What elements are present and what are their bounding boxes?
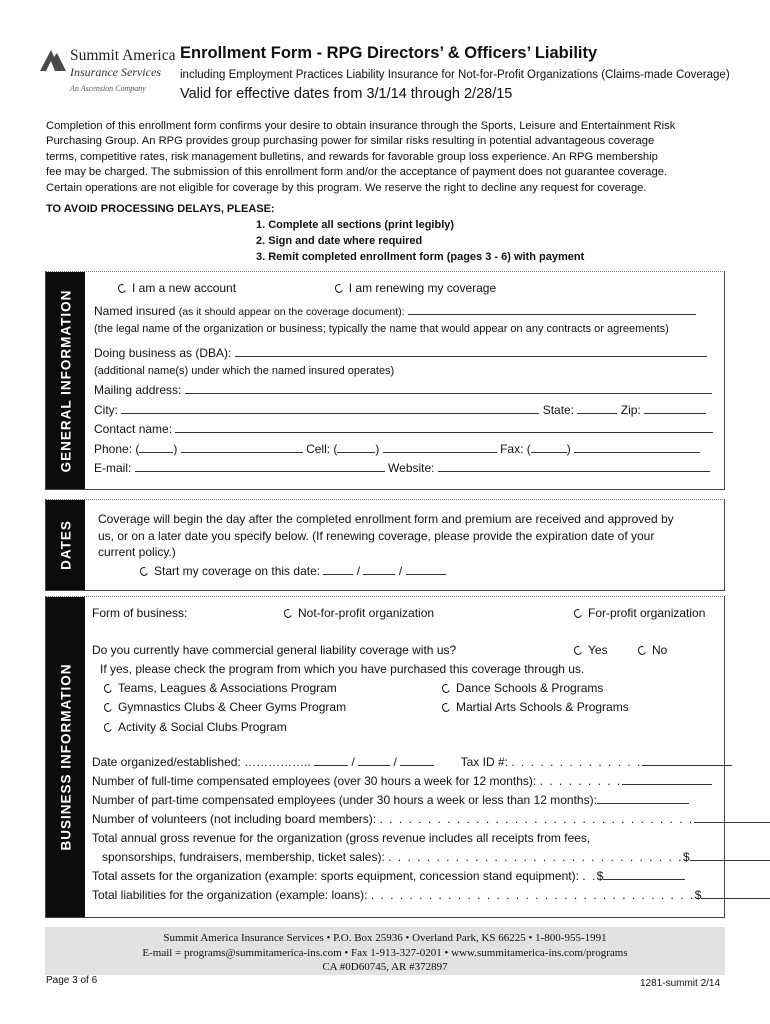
- start-year-field[interactable]: [406, 564, 446, 575]
- mailing-row: Mailing address:: [94, 383, 712, 397]
- start-day-field[interactable]: [363, 564, 395, 575]
- org-day-field[interactable]: [358, 755, 390, 766]
- not-for-profit-radio[interactable]: Not-for-profit organization: [284, 606, 434, 620]
- fulltime-row: Number of full-time compensated employees (over 30 hours a week for 12 months): . . . . . . . . .: [92, 774, 712, 788]
- liabilities-field[interactable]: [701, 888, 770, 899]
- start-date-row: Start my coverage on this date: / /: [140, 564, 446, 578]
- business-tab: BUSINESS INFORMATION: [46, 597, 85, 917]
- tax-id-field[interactable]: [642, 755, 732, 766]
- contact-field[interactable]: [175, 422, 713, 433]
- account-type-row: [118, 281, 496, 295]
- radio-circle-icon: [441, 702, 452, 713]
- contact-row: Contact name:: [94, 422, 713, 436]
- brand-sub: Insurance Services: [70, 65, 161, 79]
- assets-row: Total assets for the organization (example: sports equipment, concession stand equipment): . .$: [92, 869, 685, 883]
- intro-line: terms, competitive rates, risk management bulletins, and rewards for favorable group loss experience. An RPG membership: [46, 150, 658, 163]
- fulltime-field[interactable]: [622, 774, 712, 785]
- radio-circle-icon: [441, 683, 452, 694]
- org-month-field[interactable]: [314, 755, 348, 766]
- general-information-section: [45, 271, 725, 490]
- brand-name: Summit America: [70, 47, 176, 64]
- dates-paragraph: [98, 511, 674, 561]
- program-gymnastics-radio[interactable]: Gymnastics Clubs & Cheer Gyms Program: [104, 700, 346, 714]
- start-month-field[interactable]: [323, 564, 353, 575]
- city-row: City: State: Zip:: [94, 403, 706, 417]
- form-code: 1281-summit 2/14: [640, 978, 721, 989]
- email-field[interactable]: [135, 461, 385, 472]
- radio-circle-icon: [103, 702, 114, 713]
- website-field[interactable]: [438, 461, 710, 472]
- radio-circle-icon: [333, 283, 344, 294]
- date-organized-row: Date organized/established: …………….. / / Tax ID #: . . . . . . . . . . . . . .: [92, 755, 732, 769]
- parttime-row: Number of part-time compensated employees (under 30 hours a week or less than 12 months):: [92, 793, 689, 807]
- intro-line: fee may be charged. The submission of this enrollment form and/or the acceptance of payment does not guarantee coverage.: [46, 166, 668, 179]
- dba-note: (additional name(s) under which the named insured operates): [94, 365, 395, 377]
- radio-circle-icon: [573, 645, 584, 656]
- brand-tagline: An Ascension Company: [70, 84, 146, 93]
- dba-field[interactable]: [235, 346, 707, 357]
- footer-email-fax: E-mail = programs@summitamerica-ins.com • Fax 1-913-327-0201 • www.summitamerica-ins.com/programs: [142, 946, 628, 959]
- cgl-question: Do you currently have commercial general liability coverage with us?: [92, 643, 457, 657]
- org-year-field[interactable]: [400, 755, 434, 766]
- cell-area-field[interactable]: [337, 442, 375, 453]
- step-item: 2. Sign and date where required: [256, 235, 423, 247]
- footer-contact: [45, 927, 725, 975]
- phone-field[interactable]: [181, 442, 303, 453]
- avoid-delays-heading: TO AVOID PROCESSING DELAYS, PLEASE:: [46, 203, 275, 215]
- revenue-row: sponsorships, fundraisers, membership, ticket sales): . . . . . . . . . . . . . . . . . . . . . . . . . . . . . . .$: [102, 850, 770, 864]
- for-profit-radio[interactable]: For-profit organization: [574, 606, 705, 620]
- radio-circle-icon: [139, 566, 150, 577]
- city-field[interactable]: [121, 403, 539, 414]
- dates-line: current policy.): [98, 545, 176, 559]
- radio-circle-icon: [637, 645, 648, 656]
- step-item: 3. Remit completed enrollment form (pages 3 - 6) with payment: [256, 251, 585, 263]
- zip-field[interactable]: [644, 403, 706, 414]
- form-of-business-label: Form of business:: [92, 606, 188, 620]
- cgl-no-radio[interactable]: No: [638, 643, 667, 657]
- assets-field[interactable]: [603, 869, 685, 880]
- intro-line: Purchasing Group. An RPG provides group purchasing power for similar risks resulting in potential advantageous coverage: [46, 135, 655, 148]
- if-yes-note: If yes, please check the program from which you have purchased this coverage through us.: [100, 662, 585, 676]
- dba-row: Doing business as (DBA):: [94, 346, 707, 360]
- volunteers-field[interactable]: [694, 812, 770, 823]
- mailing-field[interactable]: [185, 383, 712, 394]
- footer-address: Summit America Insurance Services • P.O. Box 25936 • Overland Park, KS 66225 • 1-800-955-1991: [163, 932, 607, 944]
- fax-field[interactable]: [574, 442, 700, 453]
- radio-circle-icon: [103, 683, 114, 694]
- program-dance-radio[interactable]: Dance Schools & Programs: [442, 681, 603, 695]
- dates-tab: DATES: [46, 500, 85, 590]
- step-item: 1. Complete all sections (print legibly): [256, 219, 455, 231]
- footer-license: CA #0D60745, AR #372897: [322, 961, 448, 973]
- parttime-field[interactable]: [597, 793, 689, 804]
- program-martial-arts-radio[interactable]: Martial Arts Schools & Programs: [442, 700, 629, 714]
- page-number: Page 3 of 6: [46, 975, 98, 986]
- fax-area-field[interactable]: [531, 442, 567, 453]
- intro-line: Completion of this enrollment form confirms your desire to obtain insurance through the Sports, Leisure and Entertainment Risk: [46, 120, 676, 132]
- intro-paragraph: [46, 119, 736, 196]
- form-title: Enrollment Form - RPG Directors’ & Officers’ Liability: [180, 44, 598, 62]
- intro-line: Certain operations are not eligible for coverage by this program. We reserve the right to decline any request for coverage.: [46, 181, 647, 194]
- program-activity-radio[interactable]: Activity & Social Clubs Program: [104, 720, 287, 734]
- legal-name-note: (the legal name of the organization or business; typically the name that would appear on any contracts or agreements): [94, 323, 669, 335]
- renewing-radio[interactable]: I am renewing my coverage: [335, 281, 496, 295]
- email-row: E-mail: Website:: [94, 461, 710, 475]
- liabilities-row: Total liabilities for the organization (example: loans): . . . . . . . . . . . . . . . . . . . . . . . . . . . . . . . . . .$: [92, 888, 770, 902]
- radio-circle-icon: [573, 608, 584, 619]
- form-subtitle: including Employment Practices Liability Insurance for Not-for-Profit Organizations (Claims-made Coverage): [180, 69, 730, 81]
- named-insured-row: Named insured (as it should appear on the coverage document):: [94, 304, 696, 318]
- radio-circle-icon: [117, 283, 128, 294]
- program-teams-radio[interactable]: Teams, Leagues & Associations Program: [104, 681, 337, 695]
- state-field[interactable]: [577, 403, 617, 414]
- dates-section: [45, 499, 725, 591]
- volunteers-row: Number of volunteers (not including board members): . . . . . . . . . . . . . . . . . . . . . . . . . . . . . . . . .: [92, 812, 770, 826]
- mountain-logo-icon: [40, 49, 66, 71]
- phone-area-field[interactable]: [139, 442, 173, 453]
- valid-dates: Valid for effective dates from 3/1/14 through 2/28/15: [180, 86, 513, 102]
- revenue-line-1: Total annual gross revenue for the organization (gross revenue includes all receipts from fees,: [92, 831, 591, 845]
- radio-circle-icon: [283, 608, 294, 619]
- business-information-section: [45, 596, 725, 918]
- new-account-radio[interactable]: I am a new account: [118, 281, 236, 295]
- start-date-radio[interactable]: [140, 564, 154, 578]
- cell-field[interactable]: [383, 442, 497, 453]
- steps-list: [256, 217, 584, 265]
- company-logo: [40, 47, 180, 97]
- phone-row: Phone: ( ) Cell: ( ) Fax: ( ): [94, 442, 700, 456]
- named-insured-field[interactable]: [408, 304, 696, 315]
- general-tab: GENERAL INFORMATION: [46, 272, 85, 489]
- revenue-field[interactable]: [690, 850, 770, 861]
- dates-line: us, or on a later date you specify below. (If renewing coverage, please provide the expiration date of your: [98, 528, 655, 543]
- radio-circle-icon: [103, 722, 114, 733]
- cgl-yes-radio[interactable]: Yes: [574, 643, 608, 657]
- dates-line: Coverage will begin the day after the completed enrollment form and premium are received and approved by: [98, 512, 674, 526]
